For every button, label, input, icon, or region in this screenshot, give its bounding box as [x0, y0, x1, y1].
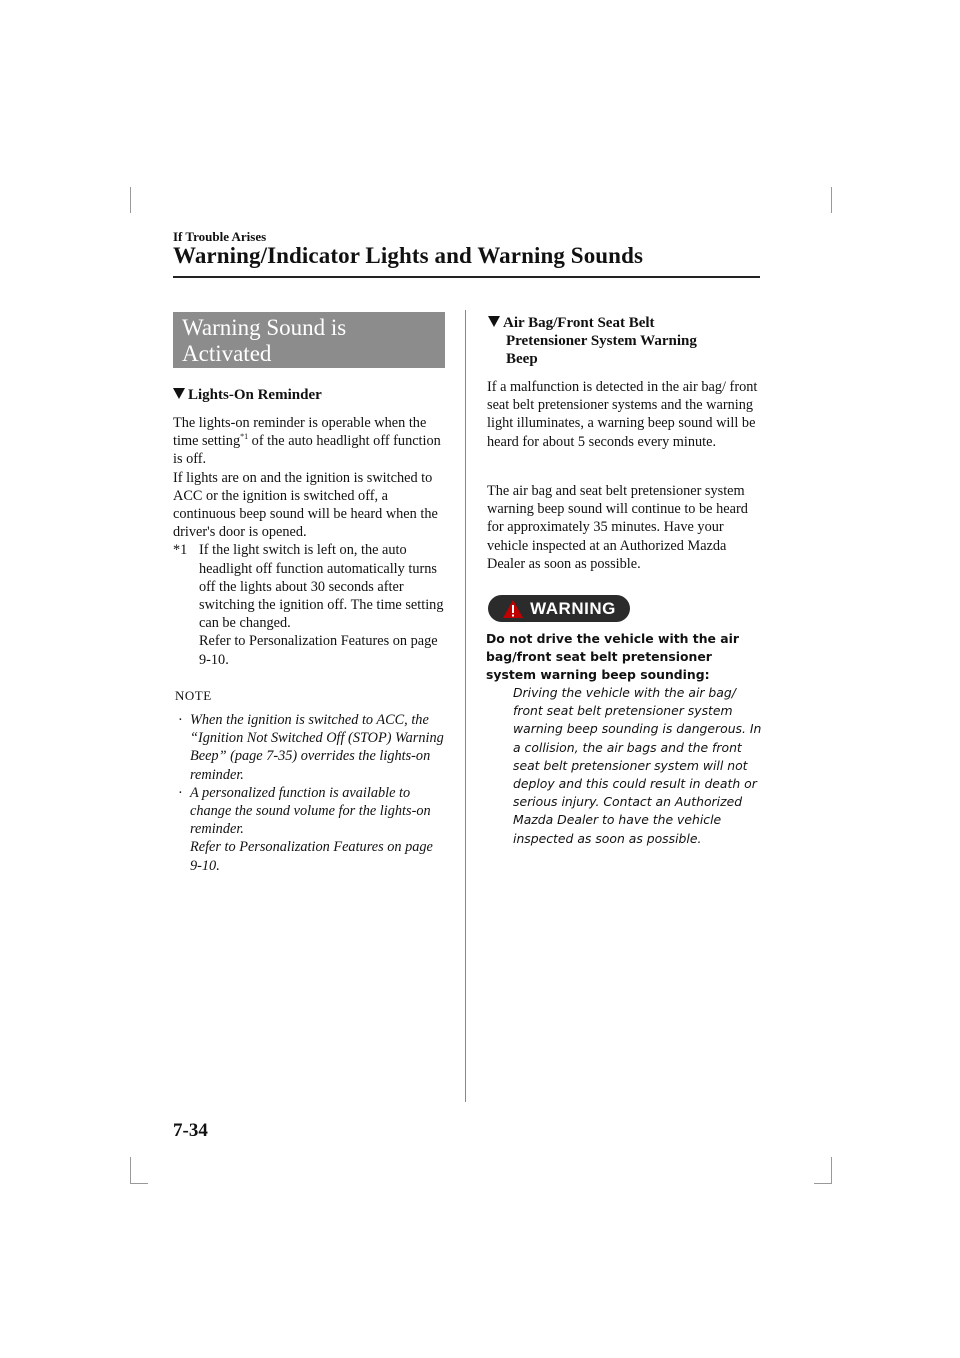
text: of the auto headlight off function is off. [173, 433, 441, 468]
title-rule [173, 276, 760, 278]
footnote-text [199, 541, 445, 632]
paragraph: If lights are on and the ignition is switched to ACC or the ignition is switched off, a continuous beep sound will be heard when the driver's door is opened. [173, 469, 438, 541]
banner-line: Warning Sound is [182, 315, 347, 340]
warning-heading: Do not drive the vehicle with the air bag/front seat belt pretensioner system warning beep sounding: [486, 631, 739, 683]
crop-mark [831, 1157, 832, 1183]
bullet-dot-icon: · [178, 784, 183, 801]
note-item [178, 784, 448, 875]
triangle-bullet-icon [173, 388, 185, 399]
text: The lights-on reminder is operable when the time setting [173, 415, 427, 450]
footnote-mark: *1 [173, 542, 188, 559]
note-label: NOTE [175, 688, 212, 703]
crop-mark [814, 1183, 832, 1184]
warning-body: Driving the vehicle with the air bag/ front seat belt pretensioner system warning beep sounding is dangerous. In a collision, the air bags and the front seat belt pretensioner system will not deploy and this could result in death or serious injury. Contact an Authorized Mazda Dealer to have the vehicle inspected as soon as possible. [513, 685, 762, 846]
crop-mark [130, 187, 131, 213]
triangle-bullet-icon [488, 316, 500, 327]
text: If the light switch is left on, the auto headlight off function automatically turns off the lights about 30 seconds after switching the ignition off. The time setting can be changed. [199, 542, 444, 632]
subheading-text: Lights-On Reminder [188, 387, 322, 403]
note-text: When the ignition is switched to ACC, the “Ignition Not Switched Off (STOP) Warning Beep” (page 7-35) overrides the lights-on reminder. [190, 712, 444, 783]
banner-line: Activated [182, 341, 272, 366]
footnote-ref: *1 [240, 432, 249, 442]
section-banner [173, 312, 445, 368]
subheading-line: Beep [506, 351, 538, 367]
text: Air Bag/Front Seat Belt [503, 315, 655, 331]
bullet-dot-icon: · [178, 712, 183, 728]
subheading-line: Pretensioner System Warning [506, 333, 697, 349]
air-bag-paragraph-2: The air bag and seat belt pretensioner system warning beep sound will continue to be heard for approximately 35 minutes. Have your vehicle inspected at an Authorized Mazda Dealer as soon as possible. [487, 483, 748, 572]
warning-triangle-icon [502, 599, 524, 619]
crop-mark [831, 187, 832, 213]
note-list [178, 711, 448, 875]
footnote [173, 541, 445, 668]
page-number: 7-34 [173, 1120, 208, 1141]
paragraph [173, 414, 445, 469]
column-divider [465, 310, 466, 1102]
subheading-line [488, 314, 758, 332]
air-bag-paragraph-1: If a malfunction is detected in the air bag/ front seat belt pretensioner systems and the warning light illuminates, a warning beep sound will be heard for about 5 seconds every minute. [487, 379, 758, 450]
text: A personalized function is available to change the sound volume for the lights-on reminder. [190, 784, 431, 838]
subheading-air-bag-warning-beep [488, 314, 758, 368]
note-item [178, 711, 448, 784]
text: Refer to Personalization Features on page 9-10. [190, 839, 433, 874]
warning-label: WARNING [530, 598, 616, 618]
section-label: If Trouble Arises [173, 229, 267, 244]
lights-on-body [173, 414, 445, 669]
warning-badge [488, 595, 630, 622]
subheading-lights-on-reminder [173, 386, 322, 404]
crop-mark [130, 1183, 148, 1184]
footnote-reference: Refer to Personalization Features on page 9-10. [199, 633, 438, 668]
footnote-content [195, 541, 445, 668]
note-text [190, 784, 448, 875]
page-title: Warning/Indicator Lights and Warning Sounds [173, 243, 644, 268]
crop-mark [130, 1157, 131, 1183]
